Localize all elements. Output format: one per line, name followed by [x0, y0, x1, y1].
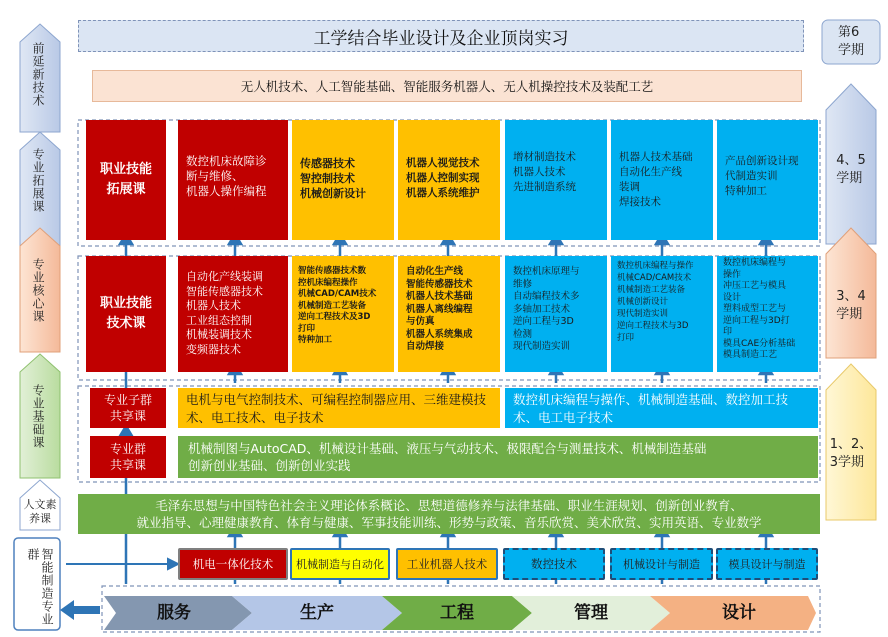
group-text: 机械制图与AutoCAD、机械设计基础、液压与气动技术、极限配合与测量技术、机械制造基础 创新创业基础、创新创业实践 — [178, 436, 818, 478]
subgroup-label: 专业子群 共享课 — [90, 388, 166, 428]
major-industrial-robot: 工业机器人技术 — [396, 548, 498, 580]
frontier-banner: 无人机技术、人工智能基础、智能服务机器人、无人机操控技术及装配工艺 — [92, 70, 802, 102]
label-basic: 专业基础课 — [31, 384, 45, 449]
extension-cell-3: 机器人视觉技术 机器人控制实现 机器人系统维护 — [398, 120, 500, 240]
core-cell-1: 自动化产线装调 智能传感器技术 机器人技术 工业组态控制 机械装调技术 变频器技术 — [178, 256, 288, 372]
semester-4-5: 4、5 学期 — [836, 153, 866, 186]
major-manufacturing-automation: 机械制造与自动化 — [290, 548, 390, 580]
subgroup-left: 电机与电气控制技术、可编程控制器应用、三维建模技术、电工技术、电子技术 — [178, 388, 500, 428]
label-humanities: 人文素养课 — [23, 498, 57, 525]
humanities-text: 毛泽东思想与中国特色社会主义理论体系概论、思想道德修养与法律基础、职业生涯规划、创新创业教育、 就业指导、心理健康教育、体育与健康、军事技能训练、形势与政策、音乐欣赏、美术欣赏、实用英语、专业数学 — [78, 494, 820, 534]
core-cell-5: 数控机床编程与操作 机械CAD/CAM技术 机械制造工艺装备 机械创新设计 现代制造实训 逆向工程技术与3D 打印 — [611, 256, 713, 372]
extension-cell-4: 增材制造技术 机器人技术 先进制造系统 — [505, 120, 607, 240]
label-frontier: 前延新技术 — [31, 42, 45, 107]
semester-3-4: 3、4 学期 — [836, 289, 866, 322]
bottom-production: 生产 — [300, 603, 334, 623]
core-cell-3: 自动化生产线 智能传感器技术 机器人技术基础 机器人离线编程 与仿真 机器人系统集成 自动焊接 — [398, 256, 500, 372]
core-cell-4: 数控机床原理与 维修 自动编程技术多 多轴加工技术 逆向工程与3D 检测 现代制造实训 — [505, 256, 607, 372]
semester-6: 第6 学期 — [837, 25, 864, 58]
label-core: 专业核心课 — [31, 258, 45, 323]
major-cnc: 数控技术 — [503, 548, 605, 580]
core-cell-6: 数控机床编程与 操作 冲压工艺与模具 设计 塑料成型工艺与 逆向工程与3D打 印 模具CAE分析基础 模具制造工艺 — [717, 256, 818, 372]
core-cell-2: 智能传感器技术数 控机床编程操作 机械CAD/CAM技术 机械制造工艺装备 逆向工程技术及3D 打印 特种加工 — [292, 256, 394, 372]
label-extension: 专业拓展课 — [31, 148, 45, 213]
subgroup-right: 数控机床编程与操作、机械制造基础、数控加工技术、电工电子技术 — [505, 388, 818, 428]
extension-cell-5: 机器人技术基础 自动化生产线 装调 焊接技术 — [611, 120, 713, 240]
label-cluster: 智能制造专业群 — [26, 548, 54, 626]
major-mold-design: 模具设计与制造 — [716, 548, 818, 580]
title-banner: 工学结合毕业设计及企业顶岗实习 — [78, 20, 804, 52]
bottom-service: 服务 — [157, 603, 191, 623]
extension-cell-6: 产品创新设计现 代制造实训 特种加工 — [717, 120, 818, 240]
bottom-engineering: 工程 — [440, 603, 474, 623]
extension-header: 职业技能 拓展课 — [86, 120, 166, 240]
bottom-design: 设计 — [722, 603, 756, 623]
extension-cell-1: 数控机床故障诊 断与维修、 机器人操作编程 — [178, 120, 288, 240]
core-header: 职业技能 技术课 — [86, 256, 166, 372]
left-arrow-cluster — [60, 600, 100, 620]
bottom-management: 管理 — [574, 603, 608, 623]
major-mechatronics: 机电一体化技术 — [178, 548, 288, 580]
semester-1-2-3: 1、2、 3学期 — [829, 437, 873, 470]
group-label: 专业群 共享课 — [90, 436, 166, 478]
extension-cell-2: 传感器技术 智控制技术 机械创新设计 — [292, 120, 394, 240]
major-mechanical-design: 机械设计与制造 — [610, 548, 713, 580]
